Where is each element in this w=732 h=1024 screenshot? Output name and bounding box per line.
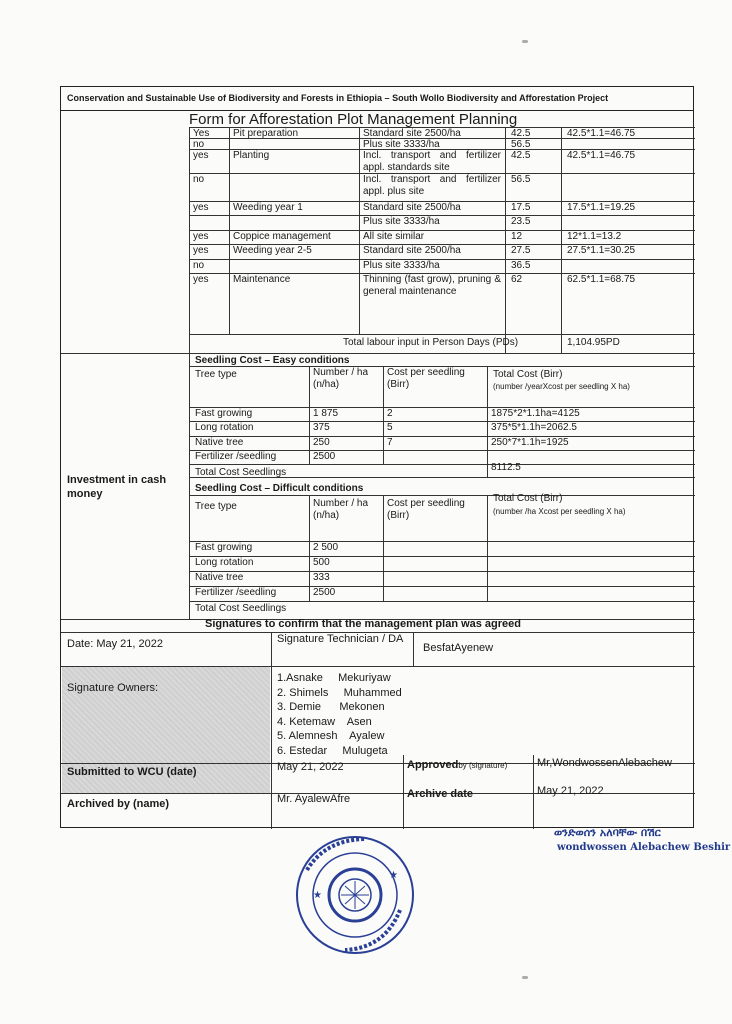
labour-cell-desc: All site similar xyxy=(363,231,425,242)
easy-cell-total: 1875*2*1.1ha=4125 xyxy=(491,408,580,419)
owner-name: 5. Alemnesh Ayalew xyxy=(277,730,385,742)
labour-cell-yn: yes xyxy=(193,231,209,242)
labour-cell-calc: 42.5*1.1=46.75 xyxy=(567,128,636,139)
difficult-col-tree: Tree type xyxy=(195,501,237,512)
easy-cell-number: 250 xyxy=(313,436,330,448)
form-title: Form for Afforestation Plot Management Planning xyxy=(189,111,518,128)
owner-name: 3. Demie Mekonen xyxy=(277,701,385,713)
planning-form xyxy=(60,86,694,828)
labour-cell-calc: 42.5*1.1=46.75 xyxy=(567,150,636,161)
signatures-title: Signatures to confirm that the management plan was agreed xyxy=(205,618,522,630)
labour-cell-pd: 36.5 xyxy=(511,260,531,271)
labour-cell-desc: Standard site 2500/ha xyxy=(363,245,461,256)
difficult-col-total-sub: (number /ha Xcost per seedling X ha) xyxy=(493,507,626,516)
labour-cell-pd: 27.5 xyxy=(511,245,531,256)
submitted-date: May 21, 2022 xyxy=(277,761,344,773)
technician-name: BesfatAyenew xyxy=(423,642,494,654)
difficult-cell-type: Fertilizer /seedling xyxy=(195,587,277,598)
difficult-cell-number: 500 xyxy=(313,557,330,568)
difficult-cell-number: 333 xyxy=(313,572,330,583)
svg-text:★: ★ xyxy=(389,870,398,881)
scan-speck xyxy=(522,40,528,43)
labour-cell-desc: Standard site 2500/ha xyxy=(363,128,461,139)
labour-total-label: Total labour input in Person Days (PDs) xyxy=(343,337,519,348)
labour-cell-pd: 23.5 xyxy=(511,216,531,227)
labour-cell-yn: no xyxy=(193,139,205,150)
labour-cell-pd: 56.5 xyxy=(511,139,531,150)
technician-label: Signature Technician / DA xyxy=(277,633,404,645)
labour-cell-desc: Incl. transport and fertilizer appl. plus site xyxy=(363,174,501,197)
labour-cell-yn: yes xyxy=(193,274,209,285)
difficult-cell-number: 2500 xyxy=(313,587,336,598)
labour-cell-yn: yes xyxy=(193,245,209,256)
difficult-col-total: Total Cost (Birr) xyxy=(493,493,563,504)
difficult-cell-type: Native tree xyxy=(195,572,244,583)
difficult-col-number: Number / ha (n/ha) xyxy=(313,498,369,521)
easy-cell-number: 375 xyxy=(313,422,330,434)
easy-cell-cost: 5 xyxy=(387,422,393,434)
labour-cell-desc: Plus site 3333/ha xyxy=(363,260,440,271)
labour-cell-yn: Yes xyxy=(193,128,210,139)
owners-label: Signature Owners: xyxy=(67,682,159,694)
labour-cell-activity: Planting xyxy=(233,150,270,161)
labour-cell-yn: yes xyxy=(193,150,209,161)
difficult-cell-type: Fast growing xyxy=(195,542,253,553)
archived-label: Archived by (name) xyxy=(67,798,170,810)
difficult-title: Seedling Cost – Difficult conditions xyxy=(195,483,364,494)
easy-total-label: Total Cost Seedlings xyxy=(195,467,287,478)
labour-cell-activity: Maintenance xyxy=(233,274,291,285)
easy-cell-total: 375*5*1.1h=2062.5 xyxy=(491,422,577,434)
easy-cell-number: 1 875 xyxy=(313,408,339,419)
labour-cell-pd: 62 xyxy=(511,274,523,285)
owner-name: 1.Asnake Mekuriyaw xyxy=(277,672,391,684)
difficult-cell-number: 2 500 xyxy=(313,542,339,553)
handwritten-signature-latin: wondwossen Alebachew Beshir xyxy=(557,842,731,853)
labour-cell-desc: Thinning (fast grow), pruning & general maintenance xyxy=(363,274,501,297)
svg-text:★: ★ xyxy=(313,890,322,901)
labour-cell-activity: Weeding year 2-5 xyxy=(233,245,312,256)
handwritten-signature-amharic: ወንድወሰን አለባቸው በሽር xyxy=(554,826,661,839)
labour-cell-calc: 12*1.1=13.2 xyxy=(567,231,622,242)
labour-cell-yn: no xyxy=(193,260,205,271)
easy-total-value: 8112.5 xyxy=(491,462,521,473)
easy-col-cost: Cost per seedling (Birr) xyxy=(387,367,465,390)
labour-cell-pd: 42.5 xyxy=(511,150,531,161)
archived-name: Mr. AyalewAfre xyxy=(277,793,351,805)
easy-cell-type: Long rotation xyxy=(195,422,254,434)
labour-cell-activity: Weeding year 1 xyxy=(233,202,303,213)
labour-cell-pd: 12 xyxy=(511,231,523,242)
sign-date: Date: May 21, 2022 xyxy=(67,638,164,650)
easy-cell-number: 2500 xyxy=(313,450,336,462)
easy-title: Seedling Cost – Easy conditions xyxy=(195,355,350,366)
easy-cell-total: 250*7*1.1h=1925 xyxy=(491,436,569,448)
easy-cell-cost: 7 xyxy=(387,436,393,448)
easy-cell-type: Fertilizer /seedling xyxy=(195,450,277,462)
labour-total-value: 1,104.95PD xyxy=(567,337,620,348)
labour-cell-calc: 17.5*1.1=19.25 xyxy=(567,202,636,213)
labour-cell-desc: Standard site 2500/ha xyxy=(363,202,461,213)
owner-name: 6. Estedar Mulugeta xyxy=(277,744,388,757)
submitted-label: Submitted to WCU (date) xyxy=(67,766,197,778)
labour-cell-activity: Pit preparation xyxy=(233,128,299,139)
owner-name: 4. Ketemaw Asen xyxy=(277,715,372,728)
easy-cell-type: Native tree xyxy=(195,436,244,448)
difficult-total-label: Total Cost Seedlings xyxy=(195,603,287,614)
owner-name: 2. Shimels Muhammed xyxy=(277,686,402,699)
labour-cell-pd: 17.5 xyxy=(511,202,531,213)
labour-cell-yn: yes xyxy=(193,202,209,213)
labour-cell-desc: Incl. transport and fertilizer appl. standards site xyxy=(363,150,501,173)
archive-date: May 21, 2022 xyxy=(537,785,604,797)
easy-col-tree: Tree type xyxy=(195,369,237,380)
archive-date-label: Archive date xyxy=(407,788,474,800)
easy-cell-cost: 2 xyxy=(387,408,393,419)
project-header: Conservation and Sustainable Use of Biodiversity and Forests in Ethiopia – South Wollo Biodiversity and Afforestation Project xyxy=(61,87,693,111)
labour-cell-desc: Plus site 3333/ha xyxy=(363,216,440,227)
labour-cell-calc: 27.5*1.1=30.25 xyxy=(567,245,636,256)
easy-cell-type: Fast growing xyxy=(195,408,253,419)
easy-col-total: Total Cost (Birr) xyxy=(493,369,563,380)
difficult-cell-type: Long rotation xyxy=(195,557,254,568)
labour-cell-calc: 62.5*1.1=68.75 xyxy=(567,274,636,285)
investment-label: Investment in cash money xyxy=(67,474,167,500)
easy-col-total-sub: (number /yearXcost per seedling X ha) xyxy=(493,382,630,391)
official-stamp-icon xyxy=(285,830,425,960)
labour-cell-yn: no xyxy=(193,174,205,185)
labour-cell-activity: Coppice management xyxy=(233,231,331,242)
labour-cell-pd: 56.5 xyxy=(511,174,531,185)
labour-cell-desc: Plus site 3333/ha xyxy=(363,139,440,150)
scan-speck xyxy=(522,976,528,979)
approved-label: Approvedby (signature) xyxy=(407,759,508,771)
easy-col-number: Number / ha (n/ha) xyxy=(313,367,369,390)
approved-name: Mr,WondwossenAlebachew xyxy=(537,757,672,769)
difficult-col-cost: Cost per seedling (Birr) xyxy=(387,498,465,521)
labour-cell-pd: 42.5 xyxy=(511,128,531,139)
